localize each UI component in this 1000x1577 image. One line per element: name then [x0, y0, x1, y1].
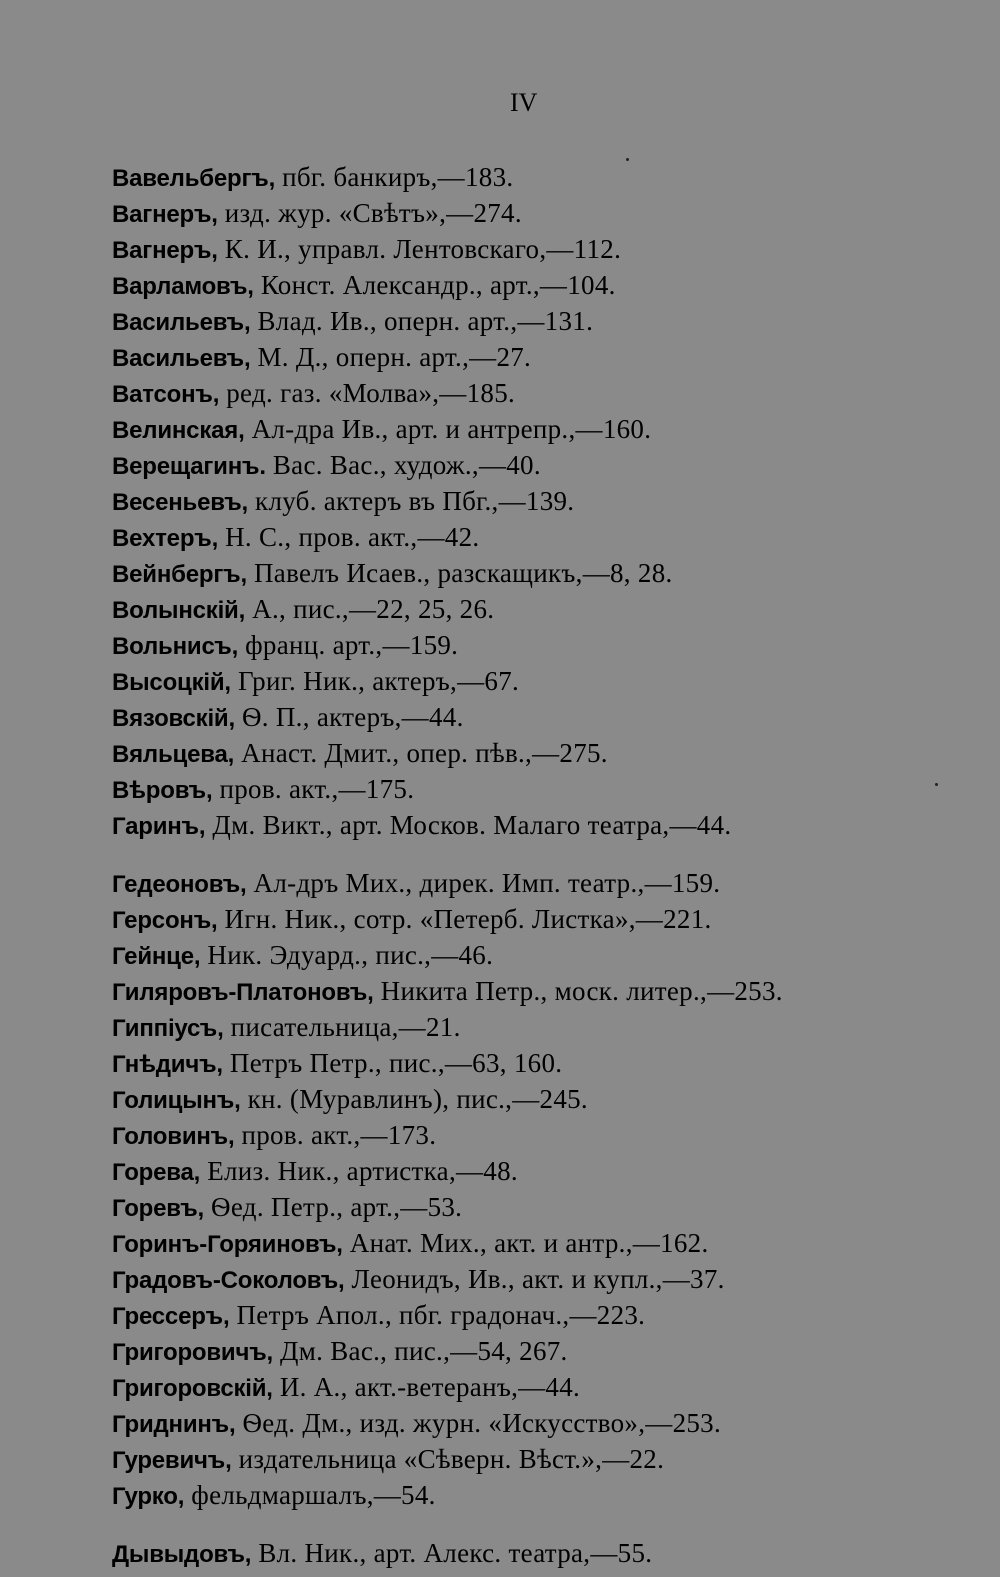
index-entries	[112, 160, 982, 1572]
entry-surname: Гуревичъ,	[112, 1447, 232, 1474]
entry-description: Леонидъ, Ив., акт. и купл.,—37.	[344, 1264, 725, 1294]
index-entry	[112, 340, 982, 376]
entry-description: Ал-дра Ив., арт. и антрепр.,—160.	[244, 414, 652, 444]
entry-description: изд. жур. «Свѣтъ»,—274.	[217, 198, 522, 228]
index-entry	[112, 1442, 982, 1478]
entry-description: М. Д., оперн. арт.,—27.	[250, 342, 532, 372]
entry-description: Павелъ Исаев., разскащикъ,—8, 28.	[246, 558, 673, 588]
entry-surname: Григоровскій,	[112, 1375, 273, 1402]
entry-surname: Головинъ,	[112, 1123, 235, 1150]
entry-surname: Голицынъ,	[112, 1087, 241, 1114]
entry-description: Анат. Мих., акт. и антр.,—162.	[342, 1228, 709, 1258]
entry-surname: Верещагинъ.	[112, 453, 266, 480]
entry-surname: Варламовъ,	[112, 273, 254, 300]
entry-description: клуб. актеръ въ Пбг.,—139.	[247, 486, 575, 516]
entry-surname: Вольнисъ,	[112, 633, 239, 660]
page-number: IV	[510, 88, 538, 117]
entry-surname: Грессеръ,	[112, 1303, 230, 1330]
entry-surname: Герсонъ,	[112, 907, 218, 934]
entry-description: Елиз. Ник., артистка,—48.	[200, 1156, 518, 1186]
entry-surname: Вагнеръ,	[112, 237, 218, 264]
index-entry	[112, 1226, 982, 1262]
entry-description: Влад. Ив., оперн. арт.,—131.	[250, 306, 594, 336]
entry-surname: Горинъ-Горяиновъ,	[112, 1231, 343, 1258]
index-entry	[112, 520, 982, 556]
index-entry	[112, 902, 982, 938]
index-entry	[112, 1262, 982, 1298]
entry-surname: Вязовскій,	[112, 705, 235, 732]
entry-surname: Вяльцева,	[112, 741, 235, 768]
entry-description: Петръ Апол., пбг. градонач.,—223.	[229, 1300, 646, 1330]
index-entry	[112, 484, 982, 520]
entry-description: К. И., управл. Лентовскаго,—112.	[217, 234, 622, 264]
entry-description: Дм. Вас., пис.,—54, 267.	[272, 1336, 568, 1366]
entry-surname: Гиляровъ-Платоновъ,	[112, 979, 374, 1006]
index-entry	[112, 1370, 982, 1406]
entry-description: Н. С., пров. акт.,—42.	[218, 522, 480, 552]
index-entry	[112, 232, 982, 268]
entry-surname: Григоровичъ,	[112, 1339, 273, 1366]
entry-surname: Гаринъ,	[112, 813, 206, 840]
index-entry	[112, 736, 982, 772]
index-entry	[112, 304, 982, 340]
entry-description: Игн. Ник., сотр. «Петерб. Листка»,—221.	[217, 904, 712, 934]
entry-surname: Гейнце,	[112, 943, 201, 970]
index-entry	[112, 592, 982, 628]
index-entry	[112, 772, 982, 808]
index-entry	[112, 412, 982, 448]
entry-description: Вл. Ник., арт. Алекс. театра,—55.	[251, 1538, 653, 1568]
entry-description: кн. (Муравлинъ), пис.,—245.	[240, 1084, 588, 1114]
entry-description: Конст. Александр., арт.,—104.	[253, 270, 616, 300]
index-entry	[112, 268, 982, 304]
entry-surname: Горева,	[112, 1159, 201, 1186]
entry-description: Никита Петр., моск. литер.,—253.	[373, 976, 783, 1006]
entry-description: писательница,—21.	[223, 1012, 461, 1042]
index-entry	[112, 1478, 982, 1514]
index-entry	[112, 974, 982, 1010]
entry-description: Ник. Эдуард., пис.,—46.	[200, 940, 494, 970]
index-entry	[112, 1334, 982, 1370]
entry-surname: Вагнеръ,	[112, 201, 218, 228]
index-entry	[112, 160, 982, 196]
entry-surname: Велинская,	[112, 417, 245, 444]
index-entry	[112, 700, 982, 736]
entry-description: издательница «Сѣверн. Вѣст.»,—22.	[231, 1444, 665, 1474]
index-entry	[112, 866, 982, 902]
index-entry	[112, 1190, 982, 1226]
entry-surname: Гнѣдичъ,	[112, 1051, 223, 1078]
index-entry	[112, 1118, 982, 1154]
entry-surname: Васильевъ,	[112, 309, 251, 336]
entry-surname: Вехтеръ,	[112, 525, 219, 552]
entry-description: пров. акт.,—175.	[212, 774, 415, 804]
entry-description: Ал-дръ Мих., дирек. Имп. театр.,—159.	[246, 868, 721, 898]
index-entry	[112, 556, 982, 592]
entry-description: ред. газ. «Молва»,—185.	[219, 378, 516, 408]
entry-description: А., пис.,—22, 25, 26.	[245, 594, 495, 624]
entry-surname: Вавельбергъ,	[112, 165, 276, 192]
entry-surname: Васильевъ,	[112, 345, 251, 372]
entry-surname: Волынскій,	[112, 597, 246, 624]
entry-description: Григ. Ник., актеръ,—67.	[230, 666, 520, 696]
entry-description: Ѳед. Дм., изд. журн. «Искусство»,—253.	[235, 1408, 722, 1438]
entry-surname: Дывыдовъ,	[112, 1541, 252, 1568]
entry-description: Ѳед. Петр., арт.,—53.	[204, 1192, 463, 1222]
entry-surname: Гедеоновъ,	[112, 871, 247, 898]
index-entry	[112, 1082, 982, 1118]
entry-surname: Весеньевъ,	[112, 489, 248, 516]
index-entry	[112, 1154, 982, 1190]
entry-description: Ѳ. П., актеръ,—44.	[234, 702, 464, 732]
index-entry	[112, 808, 982, 844]
index-entry	[112, 664, 982, 700]
index-entry	[112, 1536, 982, 1572]
index-entry	[112, 448, 982, 484]
index-entry	[112, 938, 982, 974]
entry-description: Дм. Викт., арт. Москов. Малаго театра,—44.	[205, 810, 732, 840]
entry-description: пбг. банкиръ,—183.	[275, 162, 514, 192]
entry-surname: Вейнбергъ,	[112, 561, 247, 588]
index-entry	[112, 1046, 982, 1082]
entry-surname: Градовъ-Соколовъ,	[112, 1267, 345, 1294]
entry-description: Вас. Вас., худож.,—40.	[265, 450, 541, 480]
entry-surname: Ватсонъ,	[112, 381, 220, 408]
entry-description: И. А., акт.-ветеранъ,—44.	[272, 1372, 581, 1402]
index-entry	[112, 376, 982, 412]
entry-surname: Высоцкій,	[112, 669, 231, 696]
index-entry	[112, 1010, 982, 1046]
entry-surname: Гриднинъ,	[112, 1411, 236, 1438]
entry-surname: Гиппіусъ,	[112, 1015, 224, 1042]
entry-surname: Гурко,	[112, 1483, 185, 1510]
entry-description: франц. арт.,—159.	[238, 630, 459, 660]
index-entry	[112, 1406, 982, 1442]
entry-description: пров. акт.,—173.	[234, 1120, 437, 1150]
index-entry	[112, 196, 982, 232]
index-entry	[112, 628, 982, 664]
entry-description: Петръ Петр., пис.,—63, 160.	[222, 1048, 563, 1078]
entry-description: фельдмаршалъ,—54.	[184, 1480, 436, 1510]
entry-description: Анаст. Дмит., опер. пѣв.,—275.	[234, 738, 608, 768]
index-entry	[112, 1298, 982, 1334]
entry-surname: Вѣровъ,	[112, 777, 213, 804]
entry-surname: Горевъ,	[112, 1195, 204, 1222]
